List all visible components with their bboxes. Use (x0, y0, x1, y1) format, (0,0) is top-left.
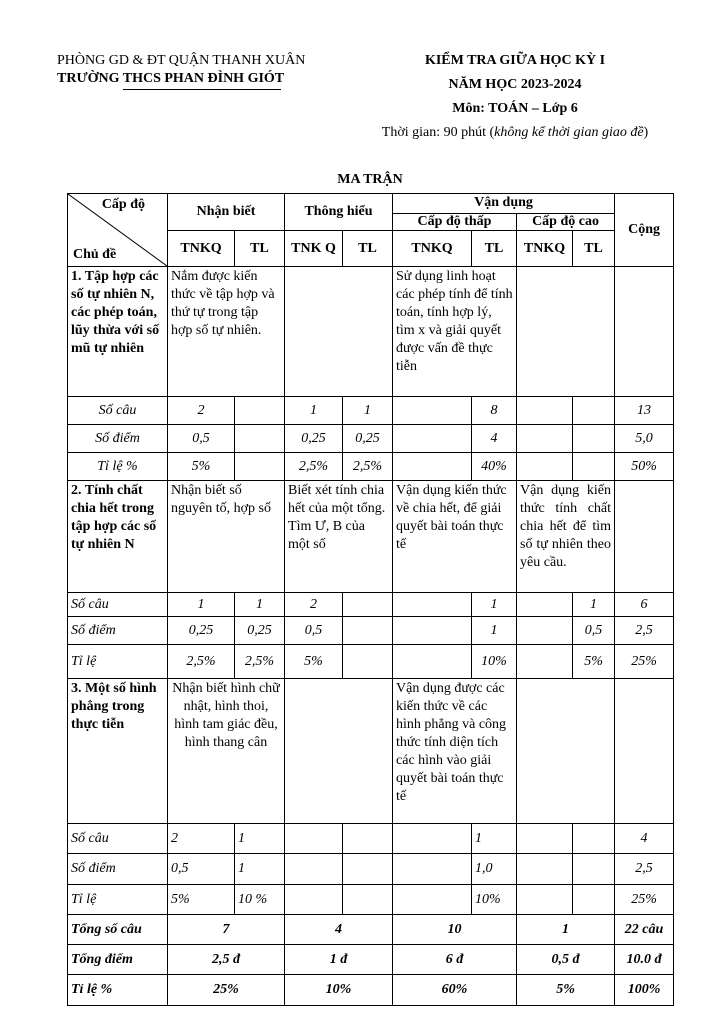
tnkq-header: TNKQ (517, 231, 573, 267)
table-cell (343, 593, 393, 617)
tl-header: TL (573, 231, 615, 267)
table-cell (573, 425, 615, 453)
topic-2-van-dung-cao: Vận dụng kiến thức tính chất chia hết để tìm số tự nhiên theo yêu cầu. (517, 481, 615, 593)
table-cell (517, 397, 573, 425)
table-cell: 10% (285, 975, 393, 1006)
table-cell: 60% (393, 975, 517, 1006)
table-cell: 1 (517, 915, 615, 945)
table-cell (393, 854, 472, 885)
table-cell: 5% (573, 645, 615, 679)
row-label: Số câu (68, 397, 168, 425)
school-name: TRƯỜNG THCS PHAN ĐÌNH GIÓT (57, 71, 285, 86)
topic-3-van-dung-thap: Vận dụng được các kiến thức về các hình phẳng và công thức tính diện tích các hình vào giải quyết bài toán thực tế (393, 679, 517, 824)
table-row (68, 824, 674, 854)
table-cell: 5% (168, 885, 235, 915)
table-cell: 10.0 đ (615, 945, 674, 975)
exam-header (360, 52, 670, 142)
table-cell: 0,5 (168, 854, 235, 885)
table-cell: 0,25 (285, 425, 343, 453)
table-cell: 10% (472, 885, 517, 915)
time-close: ) (643, 125, 649, 140)
table-row (68, 453, 674, 481)
table-cell: 4 (285, 915, 393, 945)
table-cell (393, 453, 472, 481)
table-row (68, 645, 674, 679)
table-cell: 0,5 (168, 425, 235, 453)
table-cell (393, 397, 472, 425)
total-row (68, 975, 674, 1006)
table-cell (393, 645, 472, 679)
table-row (68, 617, 674, 645)
table-cell (573, 397, 615, 425)
topic-3-nhan-biet: Nhận biết hình chữ nhật, hình thoi, hình tam giác đều, hình thang cân (168, 679, 285, 824)
table-cell (517, 425, 573, 453)
table-cell: 6 (615, 593, 674, 617)
topic-1-name: 1. Tập hợp các số tự nhiên N, các phép toán, lũy thừa với số mũ tự nhiên (68, 267, 168, 397)
table-cell (517, 453, 573, 481)
table-cell: 5% (168, 453, 235, 481)
table-cell: 1 (235, 824, 285, 854)
table-cell: 0,5 (573, 617, 615, 645)
table-cell: 0,5 (285, 617, 343, 645)
table-cell: 7 (168, 915, 285, 945)
table-cell: 40% (472, 453, 517, 481)
table-cell: 2,5 đ (168, 945, 285, 975)
table-cell: 2,5 (615, 617, 674, 645)
topic-1-van-dung-cao (517, 267, 615, 397)
row-label: Tỉ lệ % (68, 975, 168, 1006)
table-cell: 10% (472, 645, 517, 679)
table-cell (517, 854, 573, 885)
table-cell: 0,25 (168, 617, 235, 645)
topic-3-cong (615, 679, 674, 824)
table-cell: 0,25 (235, 617, 285, 645)
table-cell: 5,0 (615, 425, 674, 453)
school-header (57, 52, 347, 88)
table-cell: 1 (285, 397, 343, 425)
matrix-table (67, 193, 674, 1006)
table-cell (285, 854, 343, 885)
table-cell (517, 824, 573, 854)
table-cell: 50% (615, 453, 674, 481)
table-cell (235, 453, 285, 481)
table-cell (573, 824, 615, 854)
time-note: không kể thời gian giao đề (494, 125, 644, 140)
cong-header: Cộng (615, 194, 674, 267)
table-cell: 2 (285, 593, 343, 617)
corner-cell (68, 194, 168, 267)
row-label: Số điểm (68, 425, 168, 453)
tnkq-header: TNK Q (285, 231, 343, 267)
table-cell: 2,5% (343, 453, 393, 481)
table-cell: 5% (517, 975, 615, 1006)
table-cell: 1 (235, 593, 285, 617)
table-row (68, 593, 674, 617)
cap-do-cao-header: Cấp độ cao (517, 214, 615, 231)
department-name: PHÒNG GD & ĐT QUẬN THANH XUÂN (57, 53, 306, 68)
tl-header: TL (472, 231, 517, 267)
school-year: NĂM HỌC 2023-2024 (448, 77, 582, 92)
table-cell: 4 (472, 425, 517, 453)
table-cell: 100% (615, 975, 674, 1006)
table-cell (285, 824, 343, 854)
row-label: Số điểm (68, 854, 168, 885)
row-label: Tỉ lệ % (68, 453, 168, 481)
tnkq-header: TNKQ (393, 231, 472, 267)
total-row (68, 945, 674, 975)
topic-2-van-dung-thap: Vận dụng kiến thức về chia hết, để giải quyết bài toán thực tế (393, 481, 517, 593)
table-cell: 8 (472, 397, 517, 425)
table-cell (517, 593, 573, 617)
exam-time (360, 124, 670, 142)
table-cell (393, 617, 472, 645)
topic-3-name: 3. Một số hình phẳng trong thực tiễn (68, 679, 168, 824)
van-dung-header: Vận dụng (393, 194, 615, 214)
table-cell: 1 (168, 593, 235, 617)
school-underline (123, 89, 281, 90)
table-cell (573, 854, 615, 885)
table-cell: 1 (472, 824, 517, 854)
nhan-biet-header: Nhận biết (168, 194, 285, 231)
row-label: Số câu (68, 824, 168, 854)
table-cell (517, 617, 573, 645)
topic-3-thong-hieu (285, 679, 393, 824)
tl-header: TL (235, 231, 285, 267)
table-cell: 1 (235, 854, 285, 885)
table-cell (285, 885, 343, 915)
table-cell: 1 (573, 593, 615, 617)
level-header: Cấp độ (101, 197, 145, 212)
table-cell (343, 885, 393, 915)
table-row (68, 425, 674, 453)
table-cell: 1 (343, 397, 393, 425)
row-label: Số điểm (68, 617, 168, 645)
row-label: Tổng số câu (68, 915, 168, 945)
table-cell: 22 câu (615, 915, 674, 945)
table-cell (393, 885, 472, 915)
tl-header: TL (343, 231, 393, 267)
table-cell (343, 645, 393, 679)
table-row (68, 854, 674, 885)
table-cell: 0,5 đ (517, 945, 615, 975)
topic-1-nhan-biet: Nắm được kiến thức về tập hợp và thứ tự trong tập hợp số tự nhiên. (168, 267, 285, 397)
table-cell (393, 425, 472, 453)
table-cell (573, 453, 615, 481)
topic-3-van-dung-cao (517, 679, 615, 824)
table-cell: 10 % (235, 885, 285, 915)
table-cell (235, 425, 285, 453)
table-cell (393, 593, 472, 617)
row-label: Số câu (68, 593, 168, 617)
table-cell: 4 (615, 824, 674, 854)
exam-title: KIỂM TRA GIỮA HỌC KỲ I (424, 53, 606, 68)
table-cell (517, 885, 573, 915)
table-cell: 10 (393, 915, 517, 945)
table-cell: 1 (472, 593, 517, 617)
row-label: Tổng điểm (68, 945, 168, 975)
row-label: Tỉ lệ (68, 645, 168, 679)
matrix-title: MA TRẬN (337, 172, 403, 187)
table-cell: 2,5% (168, 645, 235, 679)
row-label: Tỉ lệ (68, 885, 168, 915)
subject: Môn: TOÁN – Lớp 6 (452, 101, 578, 116)
table-cell (517, 645, 573, 679)
time-label: Thời gian: 90 phút ( (381, 125, 495, 140)
table-cell: 5% (285, 645, 343, 679)
table-cell: 6 đ (393, 945, 517, 975)
total-row (68, 915, 674, 945)
table-cell: 13 (615, 397, 674, 425)
table-cell (343, 854, 393, 885)
topic-2-nhan-biet: Nhận biết số nguyên tố, hợp số (168, 481, 285, 593)
tnkq-header: TNKQ (168, 231, 235, 267)
table-cell: 25% (615, 645, 674, 679)
cap-do-thap-header: Cấp độ thấp (393, 214, 517, 231)
table-cell: 2,5 (615, 854, 674, 885)
table-cell: 1,0 (472, 854, 517, 885)
topic-header: Chủ đề (73, 247, 117, 262)
table-cell: 1 đ (285, 945, 393, 975)
table-cell (235, 397, 285, 425)
table-row (68, 397, 674, 425)
table-cell: 2 (168, 397, 235, 425)
table-cell: 2 (168, 824, 235, 854)
topic-1-cong (615, 267, 674, 397)
table-cell: 25% (168, 975, 285, 1006)
topic-2-name: 2. Tính chất chia hết trong tập hợp các số tự nhiên N (68, 481, 168, 593)
table-cell: 2,5% (285, 453, 343, 481)
table-row (68, 885, 674, 915)
table-cell (573, 885, 615, 915)
table-cell (343, 617, 393, 645)
table-cell: 25% (615, 885, 674, 915)
topic-2-cong (615, 481, 674, 593)
table-cell (393, 824, 472, 854)
table-cell: 2,5% (235, 645, 285, 679)
table-cell: 0,25 (343, 425, 393, 453)
topic-1-van-dung-thap: Sử dụng linh hoạt các phép tính để tính toán, tính hợp lý, tìm x và giải quyết được vấn đề thực tiễn (393, 267, 517, 397)
topic-1-thong-hieu (285, 267, 393, 397)
table-cell: 1 (472, 617, 517, 645)
thong-hieu-header: Thông hiểu (285, 194, 393, 231)
topic-2-thong-hieu: Biết xét tính chia hết của một tổng. Tìm Ư, B của một số (285, 481, 393, 593)
table-cell (343, 824, 393, 854)
